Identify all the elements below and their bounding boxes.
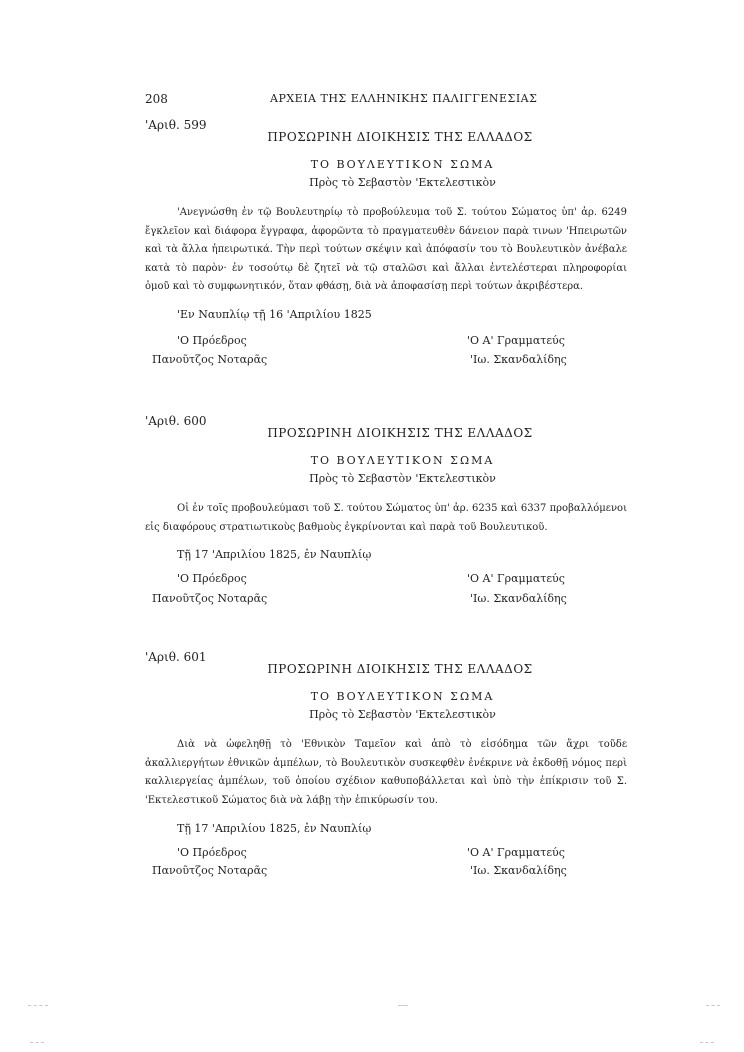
president-name: Πανοῦτζος Νοταρᾶς [152,592,268,605]
president-name: Πανοῦτζος Νοταρᾶς [152,353,268,366]
government-heading: ΠΡΟΣΩΡΙΝΗ ΔΙΟΙΚΗΣΙΣ ΤΗΣ ΕΛΛΑΔΟΣ [267,130,533,144]
running-head: ΑΡΧΕΙΑ ΤΗΣ ΕΛΛΗΝΙΚΗΣ ΠΑΛΙΓΓΕΝΕΣΙΑΣ [270,92,538,105]
document-body-text: Οἱ ἐν τοῖς προβουλεύμασι τοῦ Σ. τούτου Σώματος ὑπ' ἀρ. 6235 καὶ 6337 προβαλλόμενοι εἰς διαφόρους στρατιωτικοὺς βαθμοὺς ἐγκρίνονται καὶ παρὰ τοῦ Βουλευτικοῦ. [145,503,627,533]
government-heading: ΠΡΟΣΩΡΙΝΗ ΔΙΟΙΚΗΣΙΣ ΤΗΣ ΕΛΛΑΔΟΣ [267,662,533,676]
secretary-name: 'Ιω. Σκανδαλίδης [470,864,567,877]
president-name: Πανοῦτζος Νοταρᾶς [152,864,268,877]
page-number: 208 [145,92,168,106]
secretary-title: 'Ο Α' Γραμματεύς [467,846,565,859]
scan-artifact [28,1005,48,1007]
addressee-line: Πρὸς τὸ Σεβαστὸν 'Εκτελεστικὸν [309,708,496,721]
secretary-title: 'Ο Α' Γραμματεύς [467,572,565,585]
document-number: 'Αριθ. 599 [145,118,207,132]
issuing-body-heading: ΤΟ ΒΟΥΛΕΥΤΙΚΟΝ ΣΩΜΑ [310,690,495,703]
issuing-body-heading: ΤΟ ΒΟΥΛΕΥΤΙΚΟΝ ΣΩΜΑ [310,158,495,171]
date-line: 'Εν Ναυπλίῳ τῇ 16 'Απριλίου 1825 [177,308,372,321]
issuing-body-heading: ΤΟ ΒΟΥΛΕΥΤΙΚΟΝ ΣΩΜΑ [310,454,495,467]
scan-artifact [30,1042,44,1044]
secretary-name: 'Ιω. Σκανδαλίδης [470,353,567,366]
document-number: 'Αριθ. 601 [145,650,207,664]
government-heading: ΠΡΟΣΩΡΙΝΗ ΔΙΟΙΚΗΣΙΣ ΤΗΣ ΕΛΛΑΔΟΣ [267,426,533,440]
addressee-line: Πρὸς τὸ Σεβαστὸν 'Εκτελεστικὸν [309,472,496,485]
secretary-title: 'Ο Α' Γραμματεύς [467,334,565,347]
date-line: Τῇ 17 'Απριλίου 1825, ἐν Ναυπλίῳ [177,548,372,561]
date-line: Τῇ 17 'Απριλίου 1825, ἐν Ναυπλίῳ [177,822,372,835]
document-number: 'Αριθ. 600 [145,414,207,428]
addressee-line: Πρὸς τὸ Σεβαστὸν 'Εκτελεστικὸν [309,176,496,189]
president-title: 'Ο Πρόεδρος [177,846,247,859]
document-body-text: Διὰ νὰ ὠφεληθῇ τὸ 'Εθνικὸν Ταμεῖον καὶ ἀπὸ τὸ εἰσόδημα τῶν ἄχρι τοῦδε ἀκαλλιεργήτων ἐθνικῶν ἀμπέλων, τὸ Βουλευτικὸν συσκεφθὲν ἐνέκρινε νὰ ἐκδοθῇ νόμος περὶ καλλιεργείας ἀμπέλων, τοῦ ὁποίου σχέδιον καθυποβάλλεται καὶ ὑπὸ τὴν ἐπίκρισιν τοῦ Σ. 'Εκτελεστικοῦ Σώματος διὰ νὰ λάβῃ τὴν ἐπικύρωσίν του. [145,739,627,806]
secretary-name: 'Ιω. Σκανδαλίδης [470,592,567,605]
document-body-text: 'Ανεγνώσθη ἐν τῷ Βουλευτηρίῳ τὸ προβούλευμα τοῦ Σ. τούτου Σώματος ὑπ' ἀρ. 6249 ἔγκλεῖον καὶ διάφορα ἔγγραφα, ἀφορῶντα τὸ πραγματευθὲν δάνειον παρὰ τινων 'Ηπειρωτῶν καὶ τὰ ἄλλα ἠπειρωτικά. Τὴν περὶ τούτων σκέψιν καὶ ἀπόφασίν του τὸ Βουλευτικὸν ἀνέβαλε κατὰ τὸ παρὸν· ἐν τοσούτῳ δὲ ζητεῖ νὰ τῷ σταλῶσι καὶ ἄλλαι ἐντελέστεραι πληροφορίαι ὁμοῦ καὶ τὸ συμφωνητικόν, ὅταν φθάσῃ, διὰ νὰ ἀποφασίσῃ περὶ τούτων ἀκριβέστερα. [145,207,627,292]
scan-artifact [398,1005,408,1007]
scan-artifact [706,1005,720,1007]
president-title: 'Ο Πρόεδρος [177,572,247,585]
president-title: 'Ο Πρόεδρος [177,334,247,347]
scan-artifact [700,1042,714,1044]
